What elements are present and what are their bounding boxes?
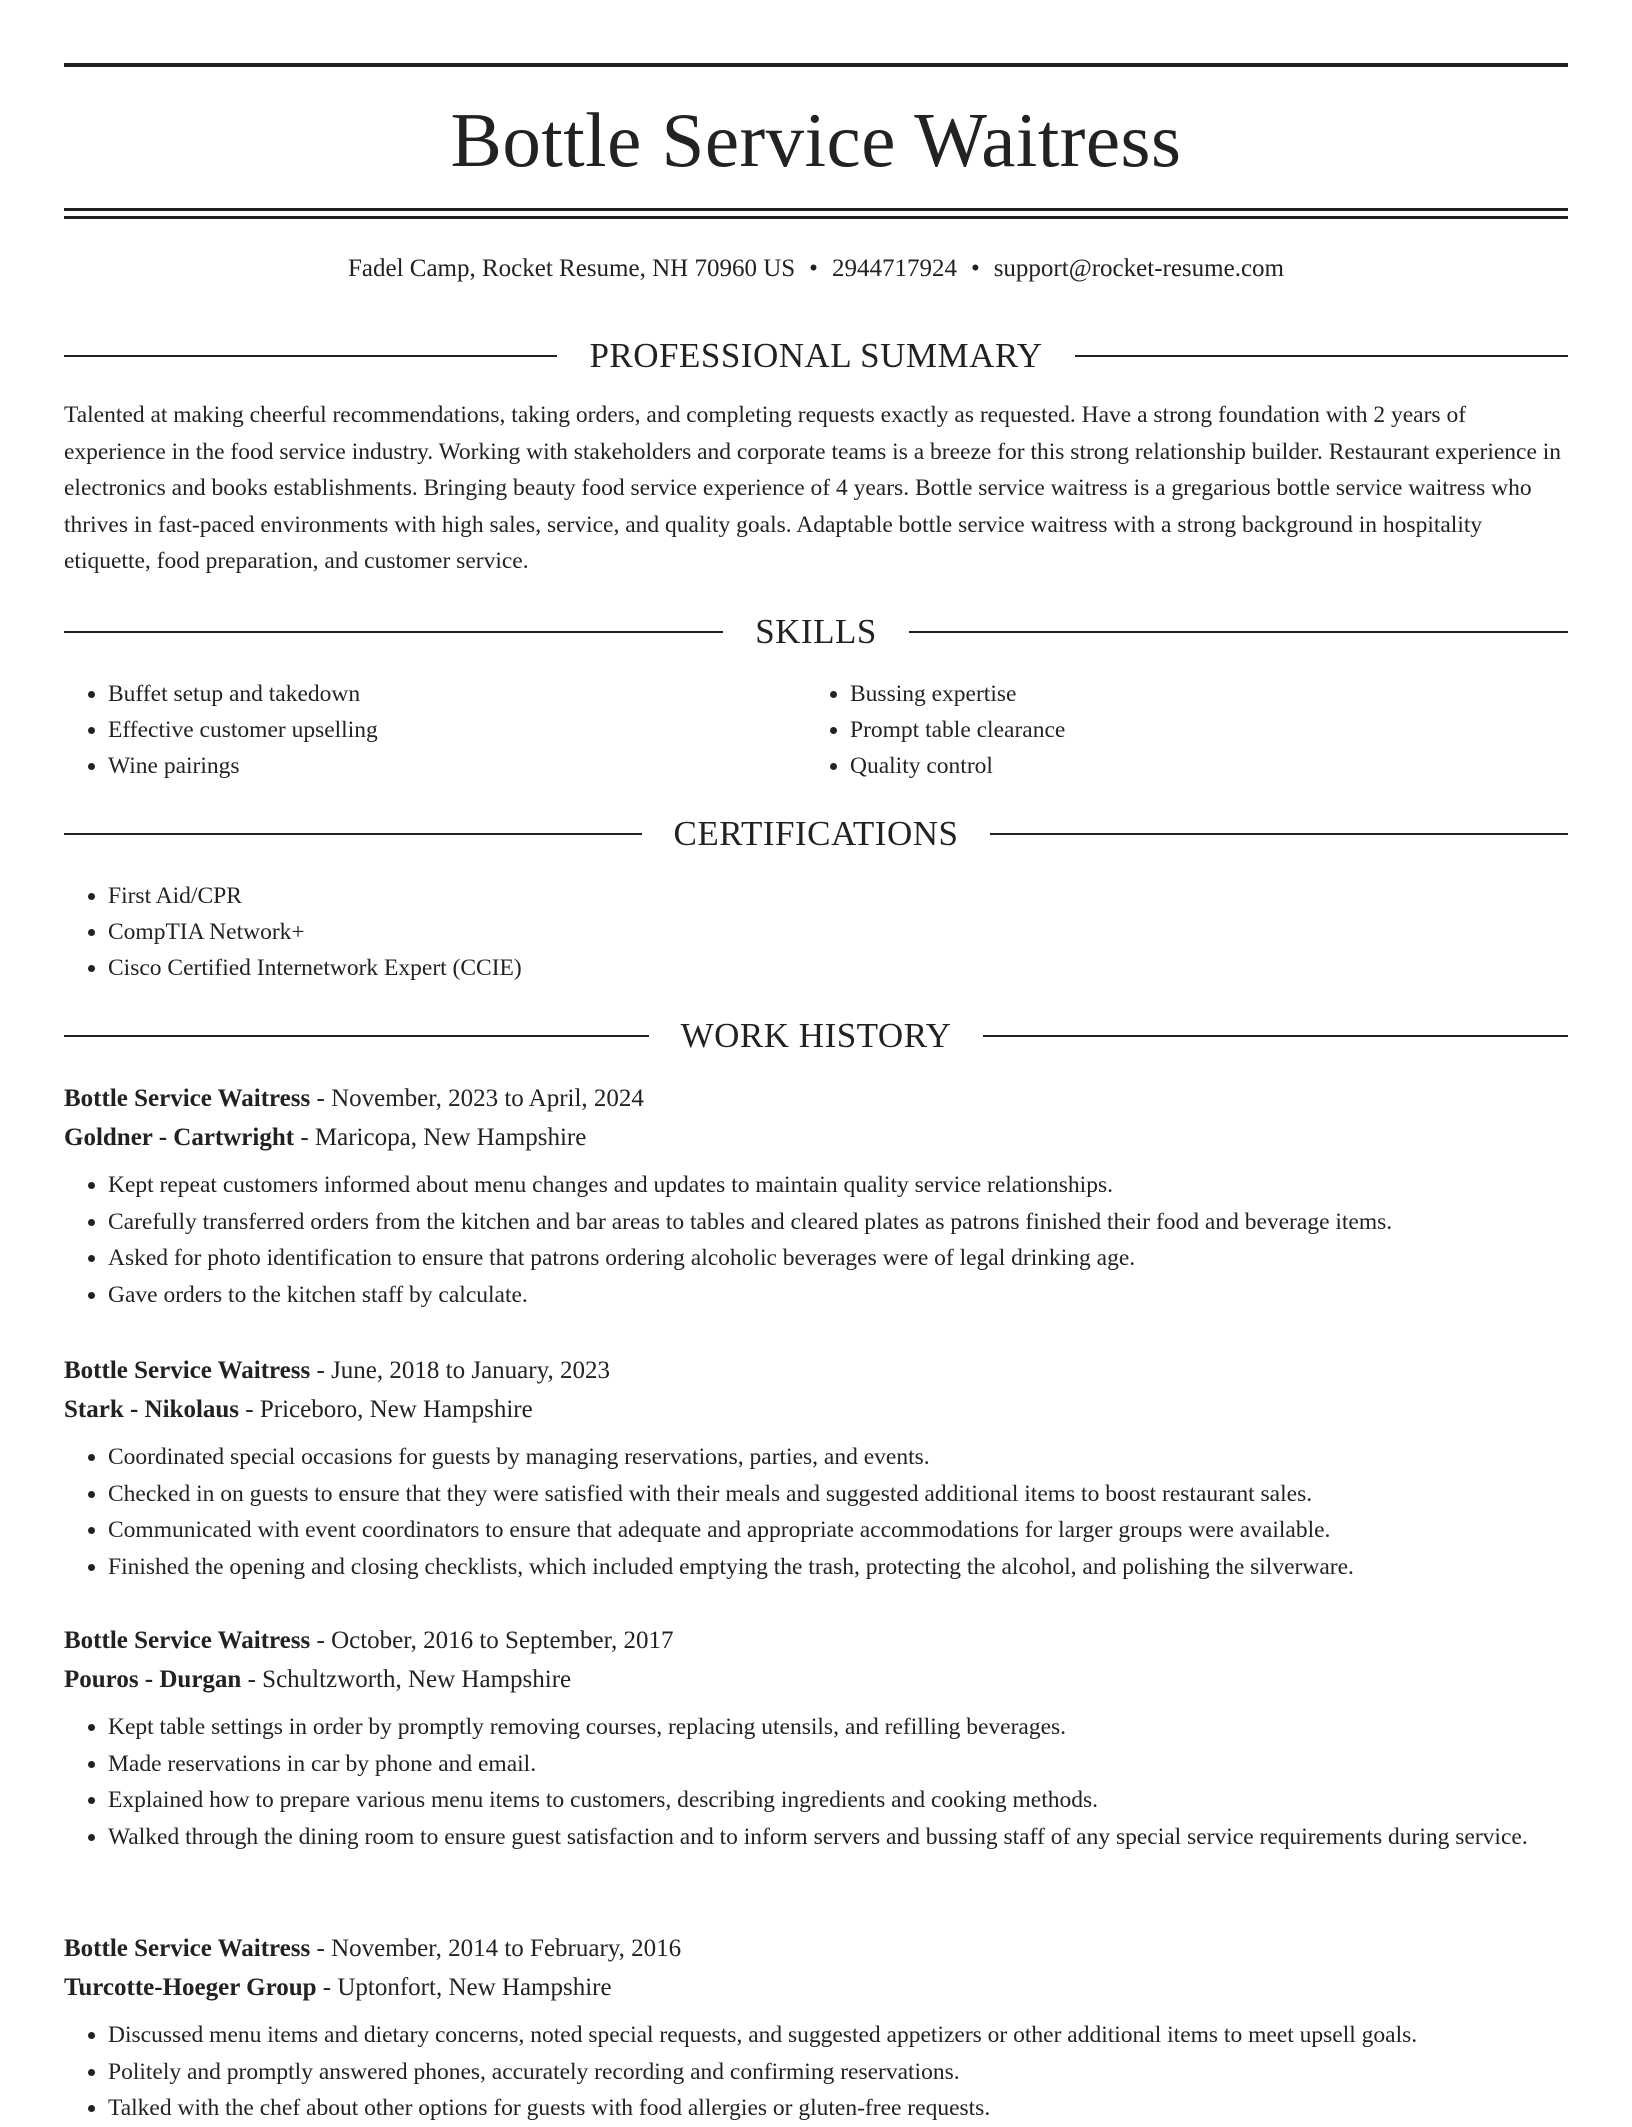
skill-item: • Buffet setup and takedown [108, 676, 808, 712]
job-title: Bottle Service Waitress [64, 1085, 311, 1112]
job-bullet: • Kept table settings in order by promptly removing courses, replacing utensils, and refilling beverages. [108, 1709, 1568, 1746]
job-bullet: • Communicated with event coordinators to ensure that adequate and appropriate accommodations for larger groups were available. [108, 1512, 1568, 1549]
heading-rule-right [983, 1035, 1568, 1037]
job-bullet: • Carefully transferred orders from the kitchen and bar areas to tables and cleared plates as patrons finished their food and beverage items. [108, 1204, 1568, 1241]
job-entry [64, 1079, 1568, 1313]
job-company-line [64, 1390, 1568, 1429]
job-dates: - October, 2016 to September, 2017 [310, 1627, 674, 1654]
skill-item: • Prompt table clearance [850, 712, 1550, 748]
job-location: - Maricopa, New Hampshire [294, 1124, 587, 1151]
summary-paragraph: Talented at making cheerful recommendations, taking orders, and completing requests exactly as requested. Have a strong foundation with 2 years of experience in the food service industry. Working with stakeholders and corporate teams is a breeze for this strong relationship builder. Restaurant experience in electronics and books establishments. Bringing beauty food service experience of 4 years. Bottle service waitress is a gregarious bottle service waitress who thrives in fast-paced environments with high sales, service, and quality goals. Adaptable bottle service waitress with a strong background in hospitality etiquette, food preparation, and customer service. [64, 402, 1562, 575]
skills-heading-label: SKILLS [755, 612, 877, 651]
job-bullet: • Discussed menu items and dietary concerns, noted special requests, and suggested appetizers or other additional items to meet upsell goals. [108, 2017, 1568, 2054]
certification-item: • First Aid/CPR [108, 878, 1508, 914]
job-bullet: • Finished the opening and closing checklists, which included emptying the trash, protecting the alcohol, and polishing the silverware. [108, 1549, 1568, 1586]
job-bullet: • Explained how to prepare various menu items to customers, describing ingredients and cooking methods. [108, 1782, 1568, 1819]
job-bullet: • Politely and promptly answered phones, accurately recording and confirming reservations. [108, 2054, 1568, 2091]
top-rule [64, 63, 1568, 67]
heading-rule-right [909, 631, 1568, 633]
summary-heading-label: PROFESSIONAL SUMMARY [589, 336, 1043, 375]
job-bullets [64, 1709, 1568, 1855]
job-title-line [64, 1079, 1568, 1118]
job-entry [64, 1351, 1568, 1585]
job-bullets [64, 1167, 1568, 1313]
job-bullet: • Coordinated special occasions for guests by managing reservations, parties, and events. [108, 1439, 1568, 1476]
contact-separator: • [970, 255, 980, 282]
skill-item: • Effective customer upselling [108, 712, 808, 748]
job-bullet: • Gave orders to the kitchen staff by calculate. [108, 1277, 1568, 1314]
contact-separator: • [809, 255, 818, 282]
job-bullets [64, 2017, 1568, 2127]
skill-item: • Bussing expertise [850, 676, 1550, 712]
job-title-line [64, 1351, 1568, 1390]
resume-title: Bottle Service Waitress [450, 97, 1182, 183]
job-company: Stark - Nikolaus [64, 1396, 240, 1423]
certification-item: • Cisco Certified Internetwork Expert (CCIE) [108, 950, 1508, 986]
job-location: - Uptonfort, New Hampshire [316, 1974, 612, 2001]
skills-heading [64, 610, 1568, 654]
heading-rule-left [64, 833, 642, 835]
heading-rule-left [64, 631, 723, 633]
job-company: Turcotte-Hoeger Group [64, 1974, 317, 2001]
contact-address: Fadel Camp, Rocket Resume, NH 70960 US [347, 255, 796, 282]
skill-item: • Wine pairings [108, 748, 808, 784]
heading-rule-right [1075, 355, 1568, 357]
job-title-line [64, 1929, 1568, 1968]
certification-item: • CompTIA Network+ [108, 914, 1508, 950]
job-title: Bottle Service Waitress [64, 1357, 311, 1384]
job-bullets [64, 1439, 1568, 1585]
work-history-heading [64, 1014, 1568, 1058]
summary-heading [64, 334, 1568, 378]
skills-list-left [64, 676, 808, 784]
work-history-heading-label: WORK HISTORY [680, 1016, 952, 1055]
job-dates: - June, 2018 to January, 2023 [310, 1357, 610, 1384]
skill-item: • Quality control [850, 748, 1550, 784]
job-bullet: • Checked in on guests to ensure that they were satisfied with their meals and suggested additional items to boost restaurant sales. [108, 1476, 1568, 1513]
job-company-line [64, 1968, 1568, 2007]
job-bullet: • Kept repeat customers informed about menu changes and updates to maintain quality service relationships. [108, 1167, 1568, 1204]
certifications-list [64, 878, 1508, 986]
job-company-line [64, 1660, 1568, 1699]
job-title: Bottle Service Waitress [64, 1935, 311, 1962]
job-bullet: • Made reservations in car by phone and email. [108, 1746, 1568, 1783]
heading-rule-left [64, 355, 557, 357]
heading-rule-right [990, 833, 1568, 835]
job-bullet: • Asked for photo identification to ensure that patrons ordering alcoholic beverages were of legal drinking age. [108, 1240, 1568, 1277]
contact-phone: 2944717924 [831, 255, 957, 282]
job-bullet: • Walked through the dining room to ensure guest satisfaction and to inform servers and bussing staff of any special service requirements during service. [108, 1819, 1568, 1856]
job-company: Pouros - Durgan [64, 1666, 242, 1693]
contact-email: support@rocket-resume.com [993, 255, 1284, 282]
skills-list-right [806, 676, 1550, 784]
title-double-rule-upper [64, 208, 1568, 211]
job-company: Goldner - Cartwright [64, 1124, 295, 1151]
heading-rule-left [64, 1035, 649, 1037]
job-title-line [64, 1621, 1568, 1660]
title-double-rule-lower [64, 216, 1568, 219]
job-bullet: • Talked with the chef about other options for guests with food allergies or gluten-free requests. [108, 2090, 1568, 2127]
contact-line [0, 252, 1632, 286]
job-location: - Priceboro, New Hampshire [239, 1396, 533, 1423]
job-title: Bottle Service Waitress [64, 1627, 311, 1654]
job-dates: - November, 2023 to April, 2024 [310, 1085, 644, 1112]
certifications-heading-label: CERTIFICATIONS [673, 814, 959, 853]
job-dates: - November, 2014 to February, 2016 [310, 1935, 682, 1962]
job-entry [64, 1621, 1568, 1855]
job-entry [64, 1929, 1568, 2127]
certifications-heading [64, 812, 1568, 856]
job-company-line [64, 1118, 1568, 1157]
job-location: - Schultzworth, New Hampshire [241, 1666, 572, 1693]
